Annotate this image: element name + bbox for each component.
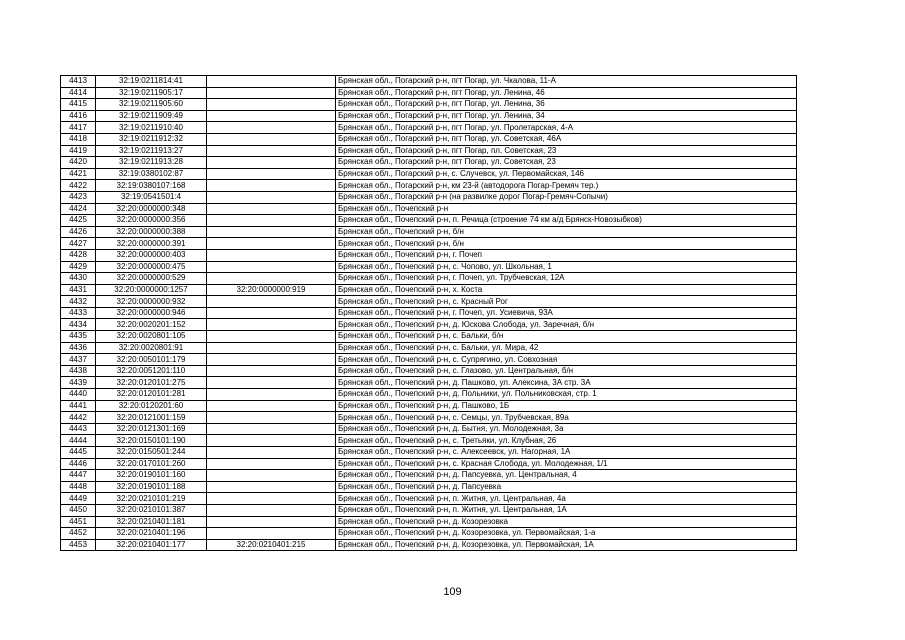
address-cell: Брянская обл., Почепский р-н, д. Папсуевка <box>336 481 797 493</box>
row-number-cell: 4439 <box>61 377 96 389</box>
cadastral-number-cell: 32:20:0190101:188 <box>96 481 207 493</box>
parent-cadastral-cell <box>207 319 336 331</box>
registry-table <box>60 75 797 551</box>
parent-cadastral-cell <box>207 226 336 238</box>
table-row <box>61 423 797 435</box>
cadastral-number-cell: 32:20:0120101:275 <box>96 377 207 389</box>
table-row <box>61 470 797 482</box>
row-number-cell: 4428 <box>61 249 96 261</box>
parent-cadastral-cell <box>207 180 336 192</box>
table-row <box>61 400 797 412</box>
row-number-cell: 4417 <box>61 122 96 134</box>
cadastral-number-cell: 32:20:0020201:152 <box>96 319 207 331</box>
cadastral-number-cell: 32:20:0000000:529 <box>96 273 207 285</box>
cadastral-number-cell: 32:19:0211913:27 <box>96 145 207 157</box>
parent-cadastral-cell <box>207 516 336 528</box>
parent-cadastral-cell <box>207 377 336 389</box>
row-number-cell: 4449 <box>61 493 96 505</box>
address-cell: Брянская обл., Погарский р-н, пгт Погар, ул. Пролетарская, 4-А <box>336 122 797 134</box>
parent-cadastral-cell <box>207 470 336 482</box>
table-row <box>61 157 797 169</box>
row-number-cell: 4451 <box>61 516 96 528</box>
address-cell: Брянская обл., Почепский р-н, б/н <box>336 238 797 250</box>
cadastral-number-cell: 32:20:0020801:91 <box>96 342 207 354</box>
cadastral-number-cell: 32:20:0000000:391 <box>96 238 207 250</box>
cadastral-number-cell: 32:19:0211814:41 <box>96 76 207 88</box>
address-cell: Брянская обл., Погарский р-н, с. Случевск, ул. Первомайская, 146 <box>336 168 797 180</box>
parent-cadastral-cell <box>207 342 336 354</box>
parent-cadastral-cell <box>207 435 336 447</box>
table-row <box>61 412 797 424</box>
row-number-cell: 4433 <box>61 307 96 319</box>
address-cell: Брянская обл., Почепский р-н, г. Почеп, ул. Трубчевская, 12А <box>336 273 797 285</box>
cadastral-number-cell: 32:19:0380102:87 <box>96 168 207 180</box>
row-number-cell: 4420 <box>61 157 96 169</box>
row-number-cell: 4440 <box>61 389 96 401</box>
row-number-cell: 4426 <box>61 226 96 238</box>
table-row <box>61 110 797 122</box>
address-cell: Брянская обл., Почепский р-н, д. Пашково, ул. Алексина, 3А стр. 3А <box>336 377 797 389</box>
parent-cadastral-cell <box>207 331 336 343</box>
cadastral-number-cell: 32:20:0000000:348 <box>96 203 207 215</box>
parent-cadastral-cell <box>207 423 336 435</box>
table-row <box>61 493 797 505</box>
parent-cadastral-cell <box>207 389 336 401</box>
table-row <box>61 180 797 192</box>
cadastral-number-cell: 32:20:0150101:190 <box>96 435 207 447</box>
row-number-cell: 4443 <box>61 423 96 435</box>
row-number-cell: 4415 <box>61 99 96 111</box>
address-cell: Брянская обл., Почепский р-н, п. Житня, ул. Центральная, 4а <box>336 493 797 505</box>
parent-cadastral-cell <box>207 354 336 366</box>
parent-cadastral-cell <box>207 238 336 250</box>
parent-cadastral-cell <box>207 249 336 261</box>
parent-cadastral-cell <box>207 307 336 319</box>
cadastral-number-cell: 32:19:0211910:40 <box>96 122 207 134</box>
address-cell: Брянская обл., Почепский р-н, д. Папсуевка, ул. Центральная, 4 <box>336 470 797 482</box>
cadastral-number-cell: 32:20:0000000:388 <box>96 226 207 238</box>
table-row <box>61 168 797 180</box>
address-cell: Брянская обл., Почепский р-н, д. Бытня, ул. Молодежная, 3а <box>336 423 797 435</box>
table-row <box>61 389 797 401</box>
address-cell: Брянская обл., Погарский р-н, пгт Погар, пл. Советская, 23 <box>336 145 797 157</box>
cadastral-number-cell: 32:20:0210101:219 <box>96 493 207 505</box>
parent-cadastral-cell <box>207 76 336 88</box>
address-cell: Брянская обл., Почепский р-н, д. Пашково, 1Б <box>336 400 797 412</box>
table-row <box>61 76 797 88</box>
parent-cadastral-cell <box>207 122 336 134</box>
table-row <box>61 249 797 261</box>
address-cell: Брянская обл., Погарский р-н, пгт Погар, ул. Ленина, 46 <box>336 87 797 99</box>
address-cell: Брянская обл., Почепский р-н, с. Бальки, ул. Мира, 42 <box>336 342 797 354</box>
cadastral-number-cell: 32:20:0150501:244 <box>96 447 207 459</box>
address-cell: Брянская обл., Почепский р-н, с. Бальки, б/н <box>336 331 797 343</box>
parent-cadastral-cell <box>207 296 336 308</box>
row-number-cell: 4424 <box>61 203 96 215</box>
address-cell: Брянская обл., Почепский р-н, с. Третьяки, ул. Клубная, 26 <box>336 435 797 447</box>
row-number-cell: 4437 <box>61 354 96 366</box>
parent-cadastral-cell <box>207 191 336 203</box>
address-cell: Брянская обл., Почепский р-н, с. Алексеевск, ул. Нагорная, 1А <box>336 447 797 459</box>
parent-cadastral-cell <box>207 504 336 516</box>
cadastral-number-cell: 32:20:0120101:281 <box>96 389 207 401</box>
address-cell: Брянская обл., Почепский р-н <box>336 203 797 215</box>
table-row <box>61 133 797 145</box>
address-cell: Брянская обл., Почепский р-н, б/н <box>336 226 797 238</box>
parent-cadastral-cell <box>207 87 336 99</box>
table-row <box>61 284 797 296</box>
parent-cadastral-cell: 32:20:0000000:919 <box>207 284 336 296</box>
address-cell: Брянская обл., Почепский р-н, д. Юскова Слобода, ул. Заречная, б/н <box>336 319 797 331</box>
row-number-cell: 4444 <box>61 435 96 447</box>
address-cell: Брянская обл., Погарский р-н, пгт Погар, ул. Ленина, 36 <box>336 99 797 111</box>
cadastral-number-cell: 32:20:0210101:387 <box>96 504 207 516</box>
address-cell: Брянская обл., Почепский р-н, д. Козорезовка <box>336 516 797 528</box>
row-number-cell: 4421 <box>61 168 96 180</box>
table-row <box>61 145 797 157</box>
row-number-cell: 4453 <box>61 539 96 551</box>
parent-cadastral-cell <box>207 365 336 377</box>
cadastral-number-cell: 32:19:0211912:32 <box>96 133 207 145</box>
table-row <box>61 273 797 285</box>
cadastral-number-cell: 32:20:0210401:181 <box>96 516 207 528</box>
table-row <box>61 377 797 389</box>
row-number-cell: 4413 <box>61 76 96 88</box>
cadastral-number-cell: 32:20:0210401:177 <box>96 539 207 551</box>
table-row <box>61 122 797 134</box>
row-number-cell: 4419 <box>61 145 96 157</box>
cadastral-number-cell: 32:20:0000000:356 <box>96 215 207 227</box>
cadastral-number-cell: 32:19:0541501:4 <box>96 191 207 203</box>
address-cell: Брянская обл., Почепский р-н, с. Семцы, ул. Трубчевская, 89а <box>336 412 797 424</box>
address-cell: Брянская обл., Погарский р-н, пгт Погар, ул. Советская, 23 <box>336 157 797 169</box>
row-number-cell: 4418 <box>61 133 96 145</box>
parent-cadastral-cell <box>207 110 336 122</box>
table-row <box>61 354 797 366</box>
parent-cadastral-cell <box>207 203 336 215</box>
row-number-cell: 4425 <box>61 215 96 227</box>
row-number-cell: 4432 <box>61 296 96 308</box>
cadastral-number-cell: 32:20:0121301:169 <box>96 423 207 435</box>
table-row <box>61 458 797 470</box>
table-row <box>61 319 797 331</box>
table-row <box>61 296 797 308</box>
parent-cadastral-cell <box>207 493 336 505</box>
address-cell: Брянская обл., Погарский р-н, пгт Погар, ул. Чкалова, 11-А <box>336 76 797 88</box>
address-cell: Брянская обл., Почепский р-н, д. Козорезовка, ул. Первомайская, 1А <box>336 539 797 551</box>
parent-cadastral-cell <box>207 168 336 180</box>
table-row <box>61 539 797 551</box>
parent-cadastral-cell <box>207 273 336 285</box>
cadastral-number-cell: 32:20:0000000:403 <box>96 249 207 261</box>
cadastral-number-cell: 32:19:0211905:60 <box>96 99 207 111</box>
table-row <box>61 342 797 354</box>
cadastral-number-cell: 32:20:0051201:110 <box>96 365 207 377</box>
parent-cadastral-cell <box>207 528 336 540</box>
cadastral-number-cell: 32:19:0380107:168 <box>96 180 207 192</box>
address-cell: Брянская обл., Почепский р-н, с. Красная Слобода, ул. Молодежная, 1/1 <box>336 458 797 470</box>
row-number-cell: 4416 <box>61 110 96 122</box>
address-cell: Брянская обл., Погарский р-н, пгт Погар, ул. Ленина, 34 <box>336 110 797 122</box>
table-row <box>61 528 797 540</box>
parent-cadastral-cell <box>207 157 336 169</box>
parent-cadastral-cell: 32:20:0210401:215 <box>207 539 336 551</box>
row-number-cell: 4441 <box>61 400 96 412</box>
row-number-cell: 4434 <box>61 319 96 331</box>
cadastral-number-cell: 32:19:0211909:49 <box>96 110 207 122</box>
row-number-cell: 4430 <box>61 273 96 285</box>
parent-cadastral-cell <box>207 215 336 227</box>
row-number-cell: 4422 <box>61 180 96 192</box>
address-cell: Брянская обл., Почепский р-н, д. Козорезовка, ул. Первомайская, 1-а <box>336 528 797 540</box>
cadastral-number-cell: 32:20:0000000:932 <box>96 296 207 308</box>
cadastral-number-cell: 32:19:0211913:28 <box>96 157 207 169</box>
table-row <box>61 203 797 215</box>
parent-cadastral-cell <box>207 145 336 157</box>
table-row <box>61 261 797 273</box>
table-row <box>61 215 797 227</box>
table-row <box>61 226 797 238</box>
address-cell: Брянская обл., Погарский р-н (на развилке дорог Погар-Гремяч-Сопычи) <box>336 191 797 203</box>
table-row <box>61 191 797 203</box>
row-number-cell: 4429 <box>61 261 96 273</box>
cadastral-number-cell: 32:20:0190101:160 <box>96 470 207 482</box>
address-cell: Брянская обл., Почепский р-н, г. Почеп, ул. Усиевича, 93А <box>336 307 797 319</box>
cadastral-number-cell: 32:20:0120201:60 <box>96 400 207 412</box>
table-row <box>61 99 797 111</box>
table-row <box>61 307 797 319</box>
table-row <box>61 447 797 459</box>
row-number-cell: 4427 <box>61 238 96 250</box>
address-cell: Брянская обл., Почепский р-н, п. Речица (строение 74 км а/д Брянск-Новозыбков) <box>336 215 797 227</box>
address-cell: Брянская обл., Почепский р-н, п. Житня, ул. Центральная, 1А <box>336 504 797 516</box>
parent-cadastral-cell <box>207 481 336 493</box>
table-row <box>61 365 797 377</box>
row-number-cell: 4447 <box>61 470 96 482</box>
address-cell: Брянская обл., Почепский р-н, с. Глазово, ул. Центральная, б/н <box>336 365 797 377</box>
cadastral-number-cell: 32:20:0050101:179 <box>96 354 207 366</box>
cadastral-number-cell: 32:20:0210401:196 <box>96 528 207 540</box>
table-row <box>61 481 797 493</box>
parent-cadastral-cell <box>207 447 336 459</box>
row-number-cell: 4445 <box>61 447 96 459</box>
address-cell: Брянская обл., Почепский р-н, с. Супрягино, ул. Совхозная <box>336 354 797 366</box>
address-cell: Брянская обл., Почепский р-н, д. Польники, ул. Польниковская, стр. 1 <box>336 389 797 401</box>
row-number-cell: 4442 <box>61 412 96 424</box>
cadastral-number-cell: 32:20:0000000:1257 <box>96 284 207 296</box>
table-row <box>61 504 797 516</box>
cadastral-number-cell: 32:20:0000000:475 <box>96 261 207 273</box>
parent-cadastral-cell <box>207 412 336 424</box>
table-row <box>61 516 797 528</box>
table-row <box>61 87 797 99</box>
parent-cadastral-cell <box>207 99 336 111</box>
cadastral-number-cell: 32:20:0020801:105 <box>96 331 207 343</box>
cadastral-number-cell: 32:20:0121001:159 <box>96 412 207 424</box>
address-cell: Брянская обл., Почепский р-н, с. Красный Рог <box>336 296 797 308</box>
address-cell: Брянская обл., Погарский р-н, км 23-й (автодорога Погар-Гремяч тер.) <box>336 180 797 192</box>
row-number-cell: 4452 <box>61 528 96 540</box>
cadastral-number-cell: 32:20:0000000:946 <box>96 307 207 319</box>
parent-cadastral-cell <box>207 261 336 273</box>
row-number-cell: 4446 <box>61 458 96 470</box>
cadastral-number-cell: 32:20:0170101:260 <box>96 458 207 470</box>
row-number-cell: 4450 <box>61 504 96 516</box>
parent-cadastral-cell <box>207 400 336 412</box>
row-number-cell: 4423 <box>61 191 96 203</box>
table-row <box>61 435 797 447</box>
row-number-cell: 4435 <box>61 331 96 343</box>
page-number: 109 <box>443 586 462 598</box>
row-number-cell: 4414 <box>61 87 96 99</box>
row-number-cell: 4438 <box>61 365 96 377</box>
cadastral-number-cell: 32:19:0211905:17 <box>96 87 207 99</box>
row-number-cell: 4448 <box>61 481 96 493</box>
address-cell: Брянская обл., Погарский р-н, пгт Погар, ул. Советская, 46А <box>336 133 797 145</box>
row-number-cell: 4436 <box>61 342 96 354</box>
address-cell: Брянская обл., Почепский р-н, с. Чопово, ул. Школьная, 1 <box>336 261 797 273</box>
row-number-cell: 4431 <box>61 284 96 296</box>
registry-table-body <box>61 76 797 551</box>
table-row <box>61 238 797 250</box>
parent-cadastral-cell <box>207 133 336 145</box>
address-cell: Брянская обл., Почепский р-н, г. Почеп <box>336 249 797 261</box>
table-row <box>61 331 797 343</box>
parent-cadastral-cell <box>207 458 336 470</box>
address-cell: Брянская обл., Почепский р-н, х. Коста <box>336 284 797 296</box>
